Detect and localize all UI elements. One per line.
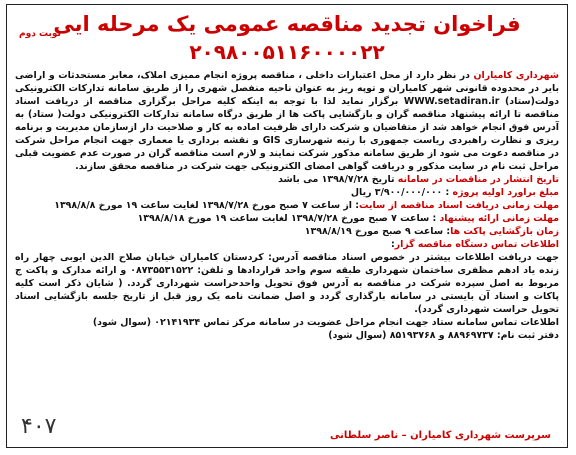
tender-number: ۲۰۹۸۰۰۵۱۱۶۰۰۰۰۲۲ <box>189 40 385 64</box>
org-name: شهرداری کامیاران <box>473 70 559 81</box>
opening-time-line: زمان بازگشایی پاکت ها: ساعت ۹ صبح مورخ ۱۳۹۸/۸/۱۹ <box>304 226 559 237</box>
contact-details: جهت دریافت اطلاعات بیشتر در خصوص اسناد مناقصه آدرس: کردستان کامیاران خیابان صلاح الدین ایوبی چهار راه زنده یاد ادهم مظفری ساختمان شهرداری طبقه سوم واحد قراردادها و تلفن: ۰۸۷۳۵۵۳۱۵۲۲ و ارائه مدارک و پاکت ج مربوط به اصل سپرده شرکت در مناقصه به آدرس فوق تحویل واحدحراست شهرداری گردد. ( شایان ذکر است کلیه پاکات و اسناد آن بایستی در سامانه بارگذاری گردد و اصل ضمانت نامه یک روز قبل از تاریخ جلسه بازگشایی اسناد تحویل حراست شهرداری گردد). <box>15 252 560 315</box>
offer-deadline-line: مهلت زمانی ارائه پیشنهاد : ساعت ۷ صبح مورخ ۱۳۹۸/۷/۲۸ لغایت ساعت ۱۹ مورخ ۱۳۹۸/۸/۱۸ <box>137 213 559 224</box>
signature-line: سرپرست شهرداری کامیاران – ناصر سلطانی <box>330 430 551 441</box>
notice-title: فراخوان تجدید مناقصه عمومی یک مرحله ایی <box>53 12 521 36</box>
website-link[interactable]: WWW.setadiran.ir <box>403 96 500 107</box>
contact-heading: اطلاعات تماس دستگاه مناقصه گزار: <box>390 239 559 250</box>
notice-body <box>15 69 559 342</box>
intro-paragraph: شهرداری کامیاران در نظر دارد از محل اعتبارات داخلی ، مناقصه پروژه انجام ممیزی املاک، معابر مستحدثات و اراضی بایر در محدوده قانونی شهر کامیاران و توپه ریز به عنوان ناحیه منفصل شهری را از طریق سامانه تدارکات الکترونیکی دولت(ستاد) WWW.setadiran.ir برگزار نماید لذا با توجه به اینکه کلیه مراحل برگزاری مناقصه از دریافت اسناد مناقصه تا ارائه پیشنهاد مناقصه گران و بازگشایی پاکت ها از طریق درگاه سامانه تدارکات الکترونیکی دولت( ستاد) به آدرس فوق انجام خواهد شد از متقاضیان و شرکت دارای ظرفیت اماده به کار و صلاحیت دار ازسازمان مدیریت و برنامه ریزی و نظارت راهبردی ریاست جمهوری با رتبه شهرسازی GIS و نقشه برداری یا معماری جهت انجام مراحل شرکت در مناقصه دعوت می شود از طریق سامانه مذکور شرکت نمایند و لازم است مناقصه گران در صورت عدم عضویت قبلی مراحل ثبت نام در سایت مذکور و دریافت گواهی امضای الکترونیکی جهت شرکت در مناقصه محقق سازند. <box>15 70 559 172</box>
notice-round: نوبت دوم <box>19 29 61 39</box>
registration-office-line: دفتر ثبت نام: ۸۸۹۶۹۷۳۷ و ۸۵۱۹۳۷۶۸ (سوال شود) <box>328 330 559 341</box>
doc-deadline-line: مهلت زمانی دریافت اسناد مناقصه از سایت: از ساعت ۷ صبح مورخ ۱۳۹۸/۷/۲۸ لغایت ساعت ۱۹ مورخ ۱۳۹۸/۸/۸ <box>54 200 559 211</box>
handwritten-mark: ۴۰۷ <box>21 414 57 439</box>
estimate-line: مبلغ براورد اولیه پروژه : ۳/۹۰۰/۰۰۰/۰۰۰ ریال <box>350 187 559 198</box>
publish-date-line: تاریخ انتشار در مناقصات در سامانه تاریخ ۱۳۹۸/۷/۲۸ می باشد <box>278 174 559 185</box>
setad-support-line: اطلاعات تماس سامانه ستاد جهت انجام مراحل عضویت در سامانه مرکز تماس ۰۲۱۴۱۹۳۴ (سوال شود) <box>92 317 559 328</box>
tender-notice <box>6 4 568 448</box>
